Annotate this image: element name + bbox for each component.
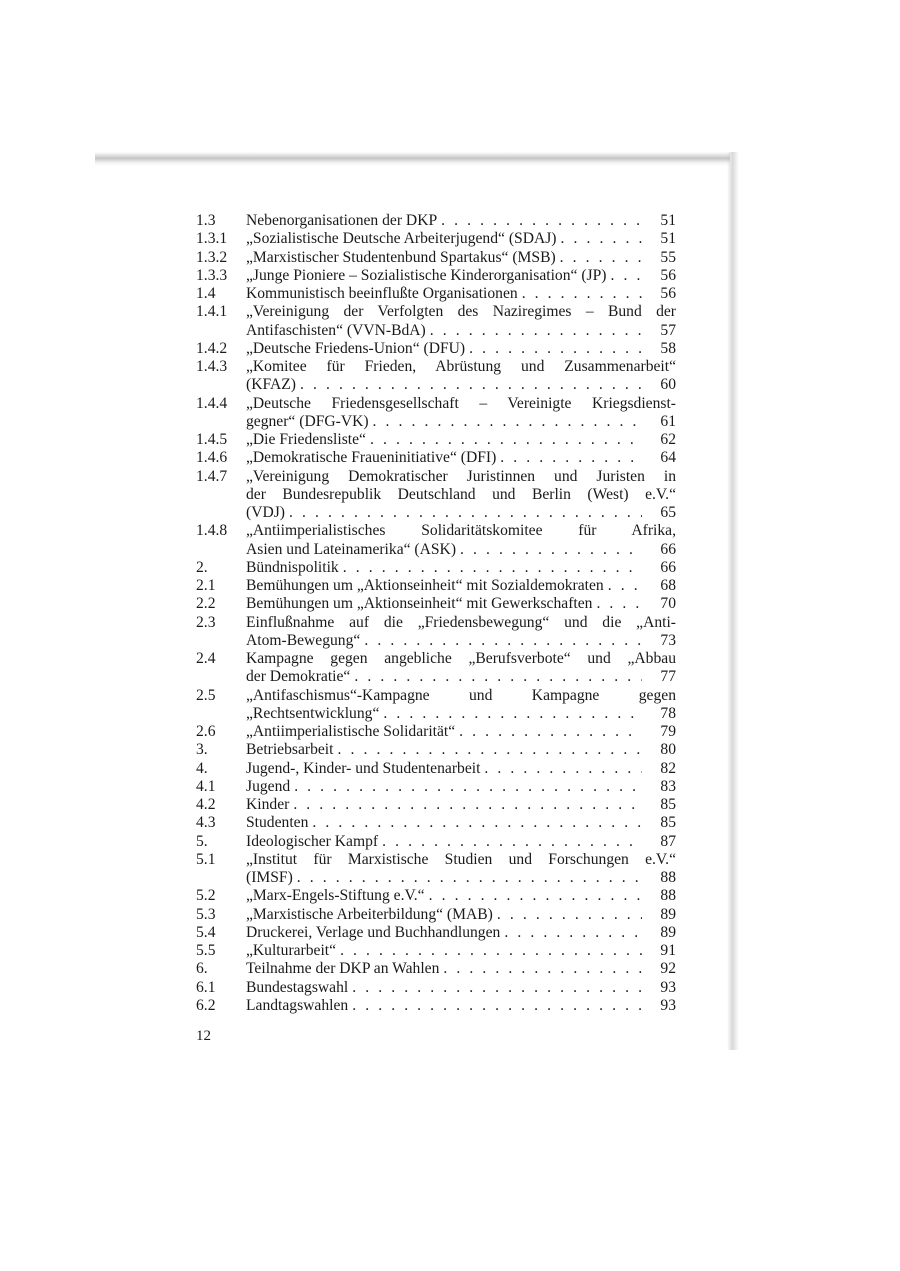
- dot-leader: [364, 632, 642, 650]
- toc-entry-body: [246, 614, 676, 651]
- toc-entry-body: [246, 267, 676, 285]
- toc-entry: [196, 449, 676, 467]
- toc-entry-page: 58: [660, 339, 676, 357]
- toc-entry-number: 2.6: [196, 723, 216, 740]
- toc-entry-page: 51: [660, 230, 676, 248]
- toc-entry: [196, 267, 676, 285]
- toc-entry-page: 85: [660, 796, 676, 813]
- toc-entry: [196, 796, 676, 814]
- toc-entry-title-line: (IMSF): [246, 869, 293, 886]
- toc-entry-title-line: Kampagne gegen angebliche „Berufsverbote“ und „Abbau: [246, 650, 676, 667]
- toc-entry-page: 56: [660, 285, 676, 302]
- toc-entry-page: 56: [660, 266, 676, 284]
- toc-entry-page: 62: [660, 431, 676, 448]
- toc-entry-number: 3.: [196, 741, 208, 759]
- dot-leader: [354, 668, 642, 686]
- toc-entry-body: [246, 303, 676, 340]
- dot-leader: [561, 230, 643, 248]
- toc-entry-last-line: [246, 979, 676, 997]
- dot-leader: [300, 376, 642, 394]
- toc-entry-last-line: [246, 249, 676, 267]
- toc-entry-title-line: „Komitee für Frieden, Abrüstung und Zusammenarbeit“: [246, 358, 676, 375]
- toc-entry-last-line: [246, 322, 676, 340]
- toc-entry-title-line: „Antiimperialistische Solidarität“: [246, 723, 456, 740]
- toc-entry: [196, 650, 676, 687]
- toc-entry-number: 4.: [196, 759, 208, 777]
- toc-entry-body: [246, 395, 676, 432]
- toc-entry-body: [246, 906, 676, 924]
- toc-entry-title-line: „Kulturarbeit“: [246, 942, 337, 959]
- toc-entry-last-line: [246, 960, 676, 978]
- toc-entry-title-line: „Vereinigung der Verfolgten des Naziregimes – Bund der: [246, 303, 676, 321]
- toc-entry-body: [246, 358, 676, 395]
- toc-entry-page: 57: [660, 321, 676, 339]
- toc-entry-title-line: der Bundesrepublik Deutschland und Berlin (West) e.V.“: [246, 485, 676, 503]
- toc-entry-title-line: „Institut für Marxistische Studien und Forschungen e.V.“: [246, 850, 676, 868]
- toc-entry-page: 85: [660, 814, 676, 832]
- toc-entry-title-line: Kinder: [246, 796, 290, 813]
- dot-leader: [460, 541, 642, 559]
- toc-entry: [196, 340, 676, 358]
- toc-entry: [196, 577, 676, 595]
- toc-entry-number: 1.4.3: [196, 358, 228, 375]
- dot-leader: [340, 942, 642, 960]
- toc-entry-number: 6.2: [196, 996, 216, 1014]
- toc-entry-number: 1.3.3: [196, 266, 228, 284]
- toc-entry-page: 92: [660, 960, 676, 978]
- toc-entry-last-line: [246, 376, 676, 394]
- toc-entry: [196, 778, 676, 796]
- dot-leader: [522, 285, 642, 303]
- dot-leader: [297, 869, 642, 887]
- dot-leader: [469, 340, 642, 358]
- toc-entry-number: 5.4: [196, 923, 216, 941]
- toc-entry-number: 4.2: [196, 796, 216, 813]
- dot-leader: [383, 705, 642, 723]
- toc-entry-last-line: [246, 741, 676, 759]
- toc-entry-last-line: [246, 906, 676, 924]
- toc-entry-page: 61: [660, 412, 676, 430]
- toc-entry-title-line: „Marxistische Arbeiterbildung“ (MAB): [246, 905, 493, 923]
- dot-leader: [430, 322, 642, 340]
- toc-entry-title-line: gegner“ (DFG-VK): [246, 412, 369, 430]
- toc-entry-body: [246, 942, 676, 960]
- toc-entry-number: 2.3: [196, 613, 216, 631]
- toc-entry-last-line: [246, 595, 676, 613]
- toc-entry: [196, 522, 676, 559]
- toc-entry: [196, 814, 676, 832]
- toc-entry-title-line: Jugend-, Kinder- und Studentenarbeit: [246, 759, 481, 777]
- toc-entry-body: [246, 814, 676, 832]
- toc-entry: [196, 942, 676, 960]
- toc-entry-title-line: Atom-Bewegung“: [246, 631, 361, 649]
- dot-leader: [337, 741, 642, 759]
- toc-entry-body: [246, 741, 676, 759]
- toc-entry-number: 1.4.5: [196, 431, 228, 448]
- toc-entry-page: 66: [660, 558, 676, 576]
- toc-entry-title-line: „Antiimperialistisches Solidaritätskomitee für Afrika,: [246, 522, 676, 540]
- toc-entry-page: 88: [660, 887, 676, 905]
- toc-entry-title-line: „Junge Pioniere – Sozialistische Kinderorganisation“ (JP): [246, 266, 607, 284]
- toc-entry-page: 91: [660, 942, 676, 959]
- toc-entry-number: 6.1: [196, 978, 216, 996]
- toc-entry-title-line: „Antifaschismus“-Kampagne und Kampagne gegen: [246, 686, 676, 704]
- toc-entry-title-line: „Deutsche Friedens-Union“ (DFU): [246, 339, 466, 357]
- toc-entry-last-line: [246, 796, 676, 814]
- toc-entry-number: 1.3.1: [196, 230, 228, 248]
- scan-shadow-right: [727, 152, 739, 1050]
- toc-entry: [196, 230, 676, 248]
- toc-entry-title-line: Jugend: [246, 777, 291, 795]
- toc-entry-body: [246, 796, 676, 814]
- toc-entry-title-line: „Die Friedensliste“: [246, 431, 366, 448]
- toc-entry-title-line: „Marx-Engels-Stiftung e.V.“: [246, 887, 425, 905]
- toc-entry-page: 68: [660, 577, 676, 594]
- dot-leader: [596, 595, 642, 613]
- toc-entry-last-line: [246, 632, 676, 650]
- dot-leader: [373, 413, 642, 431]
- toc-entry-body: [246, 468, 676, 523]
- page-number: 12: [196, 1028, 211, 1044]
- toc-entry-title-line: Bündnispolitik: [246, 558, 339, 576]
- toc-entry-last-line: [246, 814, 676, 832]
- toc-entry-body: [246, 760, 676, 778]
- toc-entry-number: 4.1: [196, 777, 216, 795]
- toc-entry-title-line: Teilnahme der DKP an Wahlen: [246, 960, 440, 978]
- toc-entry-last-line: [246, 504, 676, 522]
- toc-entry-last-line: [246, 577, 676, 595]
- toc-entry: [196, 249, 676, 267]
- toc-entry-title-line: „Demokratische Fraueninitiative“ (DFI): [246, 449, 497, 467]
- toc-entry-title-line: Nebenorganisationen der DKP: [246, 212, 438, 229]
- toc-entry-page: 66: [660, 540, 676, 558]
- dot-leader: [312, 814, 642, 832]
- toc-entry-page: 82: [660, 759, 676, 777]
- toc-entry-body: [246, 212, 676, 230]
- table-of-contents: [196, 212, 676, 1015]
- dot-leader: [352, 979, 642, 997]
- toc-entry-body: [246, 778, 676, 796]
- toc-entry-body: [246, 979, 676, 997]
- toc-entry: [196, 997, 676, 1015]
- toc-entry-body: [246, 723, 676, 741]
- toc-entry-body: [246, 431, 676, 449]
- toc-entry: [196, 979, 676, 997]
- toc-entry: [196, 687, 676, 724]
- toc-entry: [196, 760, 676, 778]
- toc-entry: [196, 468, 676, 523]
- toc-entry-last-line: [246, 449, 676, 467]
- toc-entry-last-line: [246, 431, 676, 449]
- toc-entry-body: [246, 559, 676, 577]
- toc-entry-page: 78: [660, 704, 676, 722]
- toc-entry: [196, 614, 676, 651]
- dot-leader: [608, 577, 642, 595]
- toc-entry-last-line: [246, 559, 676, 577]
- toc-entry-number: 1.4.8: [196, 522, 228, 540]
- toc-entry-number: 2.1: [196, 577, 216, 594]
- toc-entry-last-line: [246, 212, 676, 230]
- toc-entry-title-line: Kommunistisch beeinflußte Organisationen: [246, 285, 518, 302]
- toc-entry-title-line: Antifaschisten“ (VVN-BdA): [246, 321, 426, 339]
- toc-entry: [196, 212, 676, 230]
- toc-entry-last-line: [246, 705, 676, 723]
- toc-entry-last-line: [246, 413, 676, 431]
- dot-leader: [484, 760, 642, 778]
- toc-entry-title-line: Landtagswahlen: [246, 996, 349, 1014]
- toc-entry-number: 2.2: [196, 595, 216, 613]
- scan-shadow-top: [95, 152, 730, 166]
- toc-entry: [196, 887, 676, 905]
- toc-entry-number: 1.3: [196, 212, 216, 229]
- toc-entry-body: [246, 577, 676, 595]
- toc-entry: [196, 960, 676, 978]
- toc-entry-last-line: [246, 285, 676, 303]
- toc-entry-body: [246, 449, 676, 467]
- toc-entry-title-line: „Sozialistische Deutsche Arbeiterjugend“ (SDAJ): [246, 230, 557, 248]
- toc-entry: [196, 395, 676, 432]
- toc-entry-number: 1.4.2: [196, 339, 228, 357]
- toc-entry: [196, 924, 676, 942]
- toc-entry-number: 5.: [196, 832, 208, 850]
- toc-entry-title-line: Betriebsarbeit: [246, 741, 334, 759]
- toc-entry-body: [246, 650, 676, 687]
- toc-entry: [196, 358, 676, 395]
- toc-entry: [196, 723, 676, 741]
- toc-entry-number: 6.: [196, 960, 208, 978]
- toc-entry-body: [246, 285, 676, 303]
- toc-entry-number: 5.1: [196, 850, 216, 868]
- toc-entry-last-line: [246, 869, 676, 887]
- toc-entry-body: [246, 595, 676, 613]
- toc-entry-title-line: (VDJ): [246, 504, 285, 521]
- dot-leader: [560, 249, 642, 267]
- toc-entry-last-line: [246, 230, 676, 248]
- dot-leader: [443, 960, 642, 978]
- toc-entry-title-line: „Rechtsentwicklung“: [246, 704, 380, 722]
- toc-entry-body: [246, 230, 676, 248]
- toc-entry-page: 93: [660, 996, 676, 1014]
- toc-entry-page: 93: [660, 978, 676, 996]
- dot-leader: [504, 924, 642, 942]
- toc-entry-title-line: Bemühungen um „Aktionseinheit“ mit Gewerkschaften: [246, 595, 593, 613]
- toc-entry-page: 80: [660, 741, 676, 759]
- toc-entry-body: [246, 960, 676, 978]
- dot-leader: [500, 449, 642, 467]
- toc-entry-last-line: [246, 924, 676, 942]
- toc-entry-page: 55: [660, 248, 676, 266]
- dot-leader: [370, 431, 642, 449]
- toc-entry-number: 5.5: [196, 942, 216, 959]
- toc-entry-page: 88: [660, 869, 676, 886]
- toc-entry-number: 1.4.6: [196, 449, 228, 467]
- toc-entry: [196, 833, 676, 851]
- toc-entry-title-line: „Marxistischer Studentenbund Spartakus“ (MSB): [246, 248, 556, 266]
- toc-entry-number: 2.5: [196, 686, 216, 704]
- toc-entry: [196, 431, 676, 449]
- toc-entry-number: 1.4.4: [196, 394, 228, 412]
- toc-entry-last-line: [246, 668, 676, 686]
- dot-leader: [293, 796, 642, 814]
- toc-entry: [196, 559, 676, 577]
- toc-entry-last-line: [246, 833, 676, 851]
- toc-entry-number: 1.4.7: [196, 467, 228, 485]
- toc-entry-number: 1.3.2: [196, 248, 228, 266]
- dot-leader: [429, 887, 642, 905]
- toc-entry-number: 5.3: [196, 905, 216, 923]
- toc-entry-page: 83: [660, 777, 676, 795]
- toc-entry-page: 89: [660, 923, 676, 941]
- toc-entry-title-line: „Deutsche Friedensgesellschaft – Vereinigte Kriegsdienst-: [246, 394, 676, 412]
- toc-entry-number: 4.3: [196, 814, 216, 832]
- toc-entry-page: 51: [660, 212, 676, 229]
- dot-leader: [294, 778, 642, 796]
- toc-entry-number: 1.4: [196, 285, 216, 302]
- toc-entry: [196, 595, 676, 613]
- toc-entry-title-line: Druckerei, Verlage und Buchhandlungen: [246, 923, 501, 941]
- toc-entry-body: [246, 887, 676, 905]
- toc-entry: [196, 303, 676, 340]
- dot-leader: [382, 833, 642, 851]
- dot-leader: [441, 212, 642, 230]
- toc-entry-number: 1.4.1: [196, 303, 228, 321]
- toc-entry-title-line: Asien und Lateinamerika“ (ASK): [246, 540, 457, 558]
- toc-entry-page: 77: [660, 668, 676, 686]
- toc-entry-title-line: der Demokratie“: [246, 668, 351, 686]
- toc-entry: [196, 285, 676, 303]
- toc-entry-body: [246, 997, 676, 1015]
- toc-entry-last-line: [246, 760, 676, 778]
- dot-leader: [610, 267, 642, 285]
- toc-entry-last-line: [246, 778, 676, 796]
- toc-entry-title-line: Bundestagswahl: [246, 978, 349, 996]
- toc-entry-body: [246, 522, 676, 559]
- toc-entry-page: 64: [660, 449, 676, 467]
- toc-entry: [196, 741, 676, 759]
- toc-entry-last-line: [246, 723, 676, 741]
- toc-entry-last-line: [246, 340, 676, 358]
- dot-leader: [289, 504, 642, 522]
- toc-entry-last-line: [246, 997, 676, 1015]
- toc-entry-page: 87: [660, 832, 676, 850]
- dot-leader: [343, 559, 642, 577]
- toc-entry-page: 79: [660, 723, 676, 740]
- toc-entry-body: [246, 924, 676, 942]
- toc-entry-title-line: „Vereinigung Demokratischer Juristinnen und Juristen in: [246, 467, 676, 485]
- toc-entry: [196, 906, 676, 924]
- toc-entry-body: [246, 687, 676, 724]
- toc-entry: [196, 851, 676, 888]
- toc-entry-body: [246, 340, 676, 358]
- toc-entry-page: 65: [660, 504, 676, 521]
- toc-entry-page: 60: [660, 376, 676, 394]
- toc-entry-title-line: Studenten: [246, 814, 309, 832]
- toc-entry-number: 2.: [196, 558, 208, 576]
- dot-leader: [352, 997, 642, 1015]
- toc-entry-last-line: [246, 267, 676, 285]
- toc-entry-body: [246, 249, 676, 267]
- toc-entry-page: 73: [660, 631, 676, 649]
- toc-entry-title-line: Ideologischer Kampf: [246, 832, 379, 850]
- toc-entry-body: [246, 833, 676, 851]
- toc-entry-page: 89: [660, 905, 676, 923]
- toc-entry-body: [246, 851, 676, 888]
- dot-leader: [459, 723, 642, 741]
- toc-entry-title-line: Einflußnahme auf die „Friedensbewegung“ und die „Anti-: [246, 613, 676, 631]
- dot-leader: [497, 906, 642, 924]
- toc-entry-title-line: Bemühungen um „Aktionseinheit“ mit Sozialdemokraten: [246, 577, 604, 594]
- toc-entry-number: 2.4: [196, 650, 216, 667]
- toc-entry-number: 5.2: [196, 887, 216, 905]
- toc-entry-last-line: [246, 541, 676, 559]
- toc-entry-last-line: [246, 942, 676, 960]
- toc-entry-title-line: (KFAZ): [246, 376, 296, 394]
- toc-entry-page: 70: [660, 595, 676, 613]
- toc-entry-last-line: [246, 887, 676, 905]
